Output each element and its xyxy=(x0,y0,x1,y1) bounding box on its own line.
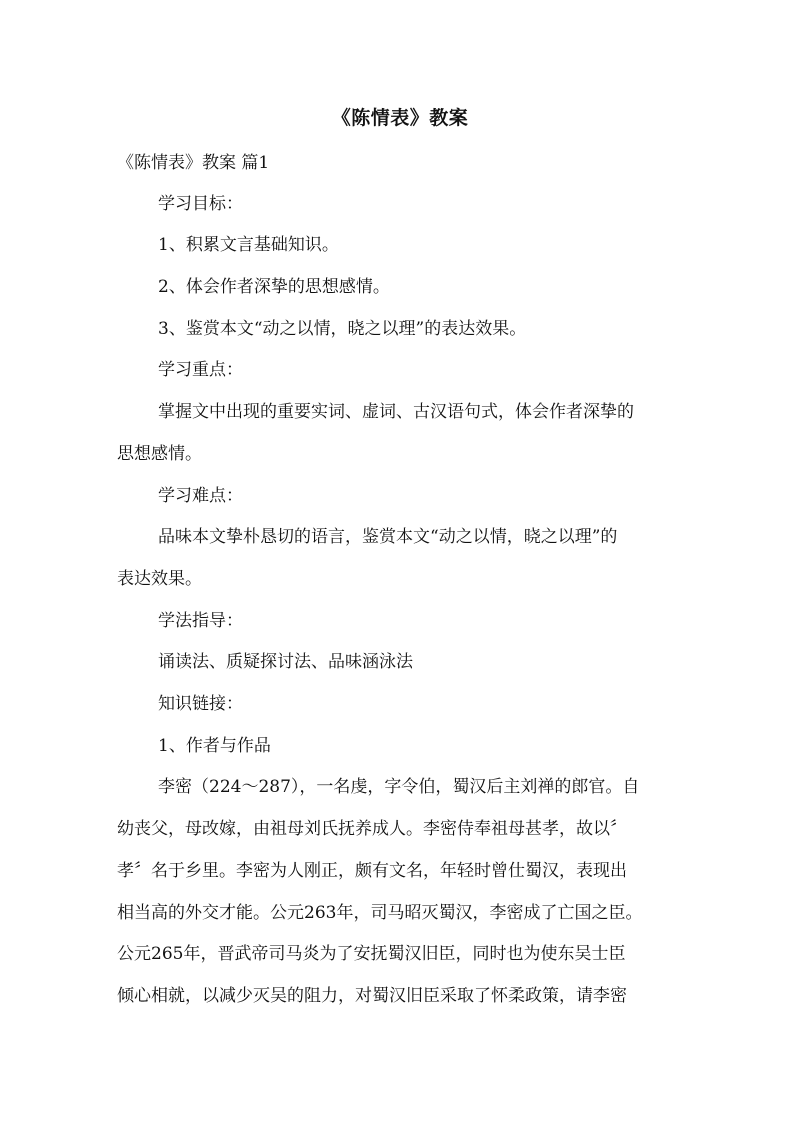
section-heading: 《陈情表》教案 篇1 xyxy=(117,153,270,173)
paragraph-line: 学法指导： xyxy=(158,611,243,631)
paragraph-line: 幼丧父，母改嫁，由祖母刘氏抚养成人。李密侍奉祖母甚孝，故以〞 xyxy=(117,819,627,839)
paragraph-line: 1、作者与作品 xyxy=(158,736,271,756)
paragraph-line: 诵读法、质疑探讨法、品味涵泳法 xyxy=(158,652,413,672)
paragraph-line: 相当高的外交才能。公元263年，司马昭灭蜀汉，李密成了亡国之臣。 xyxy=(117,903,643,923)
paragraph-line: 学习目标： xyxy=(158,194,243,214)
paragraph-line: 学习重点： xyxy=(158,360,243,380)
paragraph-line: 表达效果。 xyxy=(117,569,202,589)
paragraph-line: 公元265年，晋武帝司马炎为了安抚蜀汉旧臣，同时也为使东吴士臣 xyxy=(117,944,626,964)
paragraph-line: 1、积累文言基础知识。 xyxy=(158,235,339,255)
paragraph-line: 知识链接： xyxy=(158,694,243,714)
paragraph-line: 倾心相就，以减少灭吴的阻力，对蜀汉旧臣采取了怀柔政策，请李密 xyxy=(117,986,627,1006)
paragraph-line: 思想感情。 xyxy=(117,444,202,464)
document-title: 《陈情表》教案 xyxy=(331,107,469,129)
paragraph-line: 孝〞名于乡里。李密为人刚正，颇有文名，年轻时曾仕蜀汉，表现出 xyxy=(117,861,627,881)
paragraph-line: 学习难点： xyxy=(158,486,243,506)
paragraph-line: 3、鉴赏本文“动之以情，晓之以理”的表达效果。 xyxy=(158,319,527,339)
paragraph-line: 掌握文中出现的重要实词、虚词、古汉语句式，体会作者深挚的 xyxy=(158,402,634,422)
paragraph-line: 品味本文挚朴恳切的语言，鉴赏本文“动之以情，晓之以理”的 xyxy=(158,527,618,547)
paragraph-line: 2、体会作者深挚的思想感情。 xyxy=(158,277,390,297)
paragraph-line: 李密（224～287），一名虔，字令伯，蜀汉后主刘禅的郎官。自 xyxy=(158,777,640,797)
